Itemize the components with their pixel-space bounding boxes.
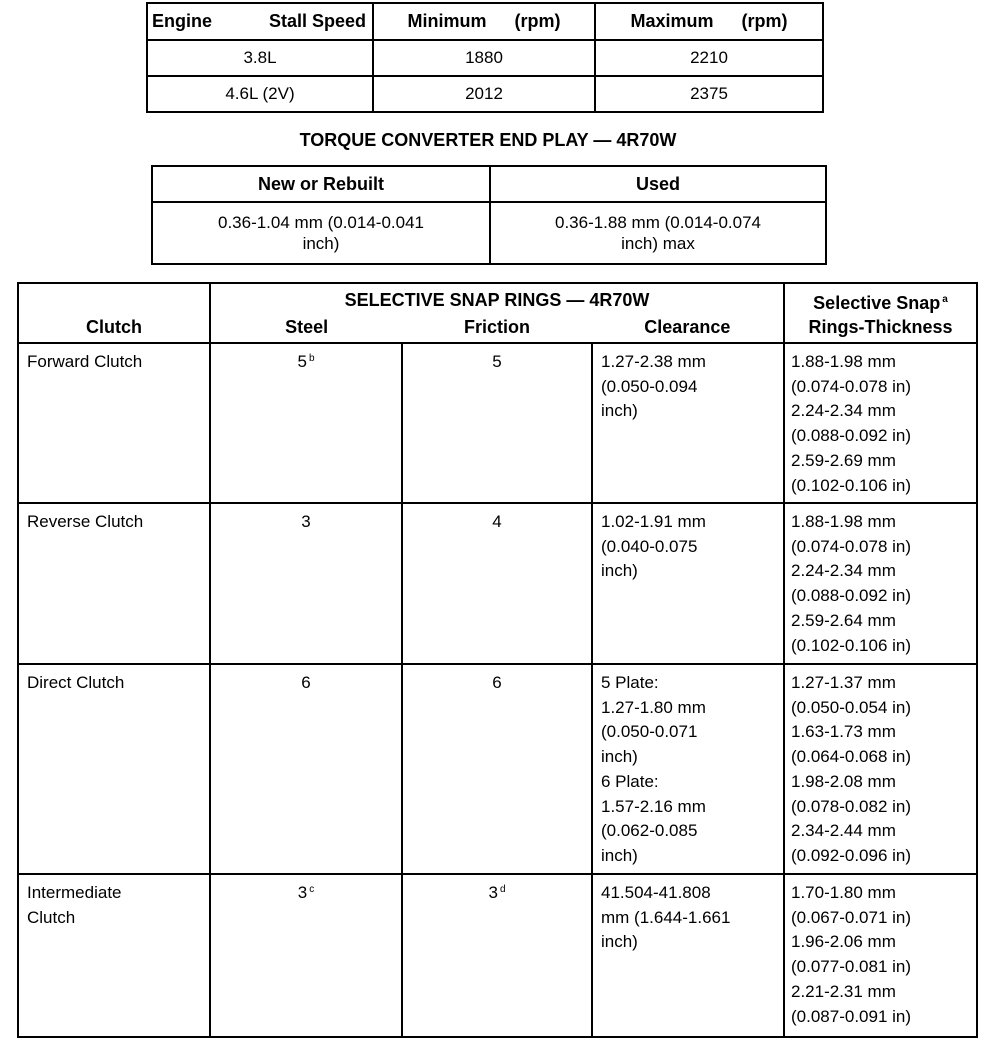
minimum-unit-label: (rpm) (514, 11, 561, 31)
steel-cell (210, 503, 402, 664)
friction-value: 4 (492, 512, 502, 531)
minimum-header-label: Minimum (407, 11, 487, 31)
new-value-line: inch) (302, 234, 340, 253)
thickness-line: (0.077-0.081 in) (791, 957, 912, 977)
thickness-line: 2.34-2.44 mm (791, 821, 896, 841)
clearance-cell (592, 343, 784, 503)
stall-header-row (147, 3, 823, 40)
thickness-line: (0.092-0.096 in) (791, 845, 912, 865)
clutch-name-line: Clutch (27, 907, 76, 927)
end-play-table (151, 165, 827, 265)
snap-rings-title: SELECTIVE SNAP RINGS — 4R70W (344, 290, 650, 310)
clearance-line: 41.504-41.808 (601, 883, 711, 902)
thickness-line: 2.21-2.31 mm (791, 981, 896, 1001)
clutch-name-line: Forward Clutch (27, 352, 143, 371)
engine-cell: 4.6L (2V) (147, 76, 373, 112)
steel-value: 3 (297, 883, 308, 902)
thickness-line: (0.078-0.082 in) (791, 796, 912, 816)
stall-speed-table (146, 2, 824, 113)
clearance-line: (0.050-0.071 (601, 722, 698, 742)
clearance-line: (0.040-0.075 (601, 536, 698, 556)
thickness-line: 2.24-2.34 mm (791, 561, 896, 581)
thickness-line: 1.88-1.98 mm (791, 352, 896, 371)
footnote-marker: c (309, 884, 315, 895)
clutch-name-line: Direct Clutch (27, 673, 125, 692)
table-row (18, 343, 977, 503)
clearance-line: (0.062-0.085 (601, 821, 698, 841)
thickness-line: (0.050-0.054 in) (791, 697, 912, 717)
thickness-line: 1.70-1.80 mm (791, 883, 896, 902)
snap-group-header (210, 283, 784, 343)
friction-value: 6 (492, 673, 502, 692)
friction-cell (402, 664, 592, 874)
maximum-cell: 2375 (595, 76, 823, 112)
clearance-line: mm (1.644-1.661 (601, 907, 731, 927)
end-play-title: TORQUE CONVERTER END PLAY — 4R70W (299, 130, 677, 150)
footnote-marker: b (308, 353, 315, 364)
clutch-cell (18, 503, 210, 664)
thickness-line: (0.088-0.092 in) (791, 586, 912, 606)
thickness-cell (784, 664, 977, 874)
thickness-header-line: Selective Snap (813, 293, 941, 313)
table-row (18, 503, 977, 664)
table-row (18, 874, 977, 1037)
thickness-header (784, 283, 977, 343)
clearance-line: inch) (601, 747, 638, 767)
clutch-name-line: Intermediate (27, 883, 122, 902)
thickness-line: 2.24-2.34 mm (791, 401, 896, 421)
steel-value: 5 (297, 352, 307, 371)
end-play-header-row (152, 166, 826, 202)
table-row (152, 202, 826, 264)
thickness-cell (784, 343, 977, 503)
maximum-cell: 2210 (595, 40, 823, 76)
steel-cell (210, 343, 402, 503)
thickness-line: 1.96-2.06 mm (791, 932, 896, 952)
thickness-line: (0.088-0.092 in) (791, 426, 912, 446)
thickness-line: (0.102-0.106 in) (791, 635, 912, 655)
clearance-line: 1.57-2.16 mm (601, 796, 706, 816)
minimum-cell: 2012 (373, 76, 595, 112)
stall-speed-header-label: Stall Speed (268, 11, 366, 31)
engine-cell: 3.8L (147, 40, 373, 76)
steel-value: 6 (301, 673, 311, 692)
thickness-line: 1.27-1.37 mm (791, 673, 896, 692)
clutch-cell (18, 343, 210, 503)
thickness-line: (0.074-0.078 in) (791, 376, 912, 396)
clearance-cell (592, 874, 784, 1037)
clearance-cell (592, 664, 784, 874)
thickness-line: 2.59-2.69 mm (791, 450, 896, 470)
clearance-line: 1.02-1.91 mm (601, 512, 706, 531)
clearance-line: 6 Plate: (601, 771, 659, 791)
new-value-line: 0.36-1.04 mm (0.014-0.041 (217, 213, 424, 232)
maximum-header (595, 3, 823, 40)
thickness-line: (0.067-0.071 in) (791, 907, 912, 927)
snap-rings-table (17, 282, 978, 1038)
steel-header: Steel (285, 317, 329, 337)
steel-cell (210, 664, 402, 874)
footnote-marker: d (499, 884, 506, 895)
table-row (147, 76, 823, 112)
friction-value: 5 (492, 352, 502, 371)
maximum-header-label: Maximum (630, 11, 714, 31)
table-row (18, 664, 977, 874)
used-value-line: 0.36-1.88 mm (0.014-0.074 (554, 213, 761, 232)
clearance-cell (592, 503, 784, 664)
minimum-header (373, 3, 595, 40)
thickness-cell (784, 874, 977, 1037)
steel-cell (210, 874, 402, 1037)
clearance-line: 5 Plate: (601, 673, 659, 692)
thickness-line: 1.98-2.08 mm (791, 771, 896, 791)
thickness-line: (0.074-0.078 in) (791, 536, 912, 556)
clearance-line: inch) (601, 845, 638, 865)
maximum-unit-label: (rpm) (741, 11, 788, 31)
thickness-line: (0.064-0.068 in) (791, 747, 912, 767)
clutch-cell (18, 874, 210, 1037)
thickness-line: (0.102-0.106 in) (791, 475, 912, 495)
thickness-cell (784, 503, 977, 664)
minimum-cell: 1880 (373, 40, 595, 76)
clearance-line: (0.050-0.094 (601, 376, 698, 396)
clearance-line: inch) (601, 932, 638, 952)
friction-value: 3 (488, 883, 498, 902)
thickness-line: (0.087-0.091 in) (791, 1006, 912, 1026)
clearance-line: inch) (601, 561, 638, 581)
thickness-line: 2.59-2.64 mm (791, 610, 896, 630)
snap-header-row (18, 283, 977, 343)
clutch-header: Clutch (18, 283, 210, 343)
friction-cell (402, 503, 592, 664)
thickness-line: 1.63-1.73 mm (791, 722, 896, 742)
engine-header-label: Engine (152, 11, 213, 31)
thickness-header-line: Rings-Thickness (808, 317, 953, 337)
clearance-line: 1.27-1.80 mm (601, 697, 706, 717)
clutch-name-line: Reverse Clutch (27, 512, 144, 531)
steel-value: 3 (301, 512, 311, 531)
new-or-rebuilt-header: New or Rebuilt (152, 166, 490, 202)
clearance-header: Clearance (644, 317, 731, 337)
used-cell (490, 202, 826, 264)
clearance-line: inch) (601, 401, 638, 421)
clutch-cell (18, 664, 210, 874)
friction-cell (402, 874, 592, 1037)
new-or-rebuilt-cell (152, 202, 490, 264)
friction-header: Friction (464, 317, 530, 337)
engine-stall-header (147, 3, 373, 40)
thickness-line: 1.88-1.98 mm (791, 512, 896, 531)
footnote-marker: a (942, 294, 948, 305)
used-value-line: inch) max (621, 234, 695, 253)
used-header: Used (490, 166, 826, 202)
table-row (147, 40, 823, 76)
friction-cell (402, 343, 592, 503)
clearance-line: 1.27-2.38 mm (601, 352, 706, 371)
